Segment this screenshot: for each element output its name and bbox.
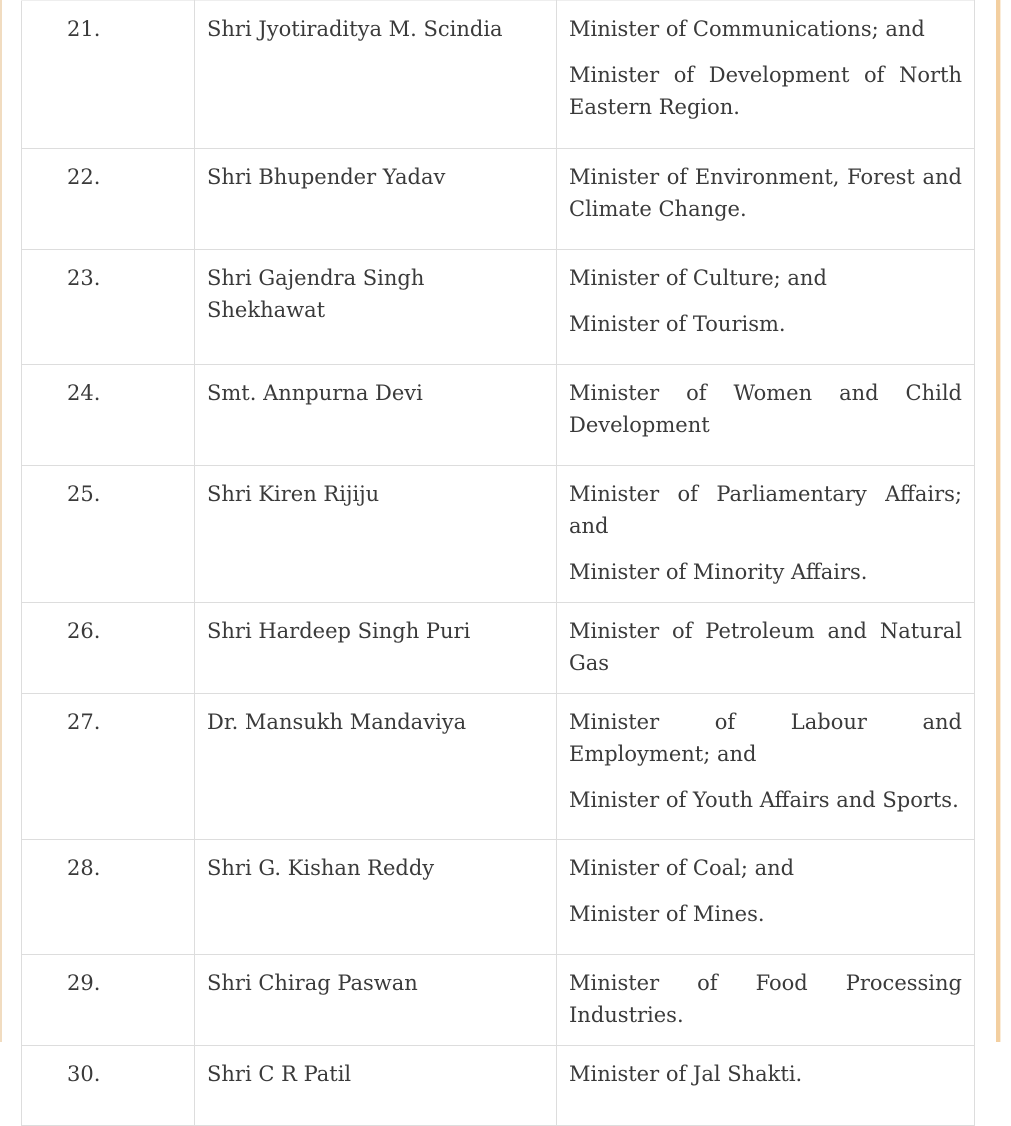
portfolio-cell — [557, 1, 975, 149]
portfolio-line: Minister of Women and Child Development — [569, 381, 962, 437]
table-row — [22, 840, 975, 955]
portfolio-cell — [557, 365, 975, 466]
portfolio-cell — [557, 694, 975, 840]
minister-name-cell: Dr. Mansukh Mandaviya — [195, 694, 557, 840]
portfolio-cell — [557, 250, 975, 365]
portfolio-line: Minister of Mines. — [569, 902, 765, 926]
minister-name-cell: Shri Gajendra Singh Shekhawat — [195, 250, 557, 365]
serial-number-cell: 30. — [22, 1046, 195, 1126]
portfolio-line: Minister of Youth Affairs and Sports. — [569, 788, 959, 812]
serial-number-cell: 29. — [22, 955, 195, 1046]
portfolio-line: Minister of Tourism. — [569, 312, 786, 336]
portfolio-line: Minister of Jal Shakti. — [569, 1062, 803, 1086]
minister-name-cell: Shri Jyotiraditya M. Scindia — [195, 1, 557, 149]
serial-number-cell: 25. — [22, 466, 195, 603]
minister-name-cell: Shri C R Patil — [195, 1046, 557, 1126]
portfolio-line: Minister of Culture; and — [569, 266, 827, 290]
portfolio-cell — [557, 466, 975, 603]
serial-number-cell: 23. — [22, 250, 195, 365]
portfolio-line: Minister of Labour and Employment; and — [569, 710, 962, 766]
minister-name-cell: Shri Hardeep Singh Puri — [195, 603, 557, 694]
portfolio-line: Minister of Food Processing Industries. — [569, 971, 962, 1027]
portfolio-line: Minister of Petroleum and Natural Gas — [569, 619, 962, 675]
minister-name-cell: Shri Kiren Rijiju — [195, 466, 557, 603]
serial-number-cell: 28. — [22, 840, 195, 955]
serial-number-cell: 22. — [22, 149, 195, 250]
page-left-border — [0, 0, 2, 1042]
table-row — [22, 250, 975, 365]
portfolio-line: Minister of Development of North Eastern Region. — [569, 63, 962, 119]
portfolio-line: Minister of Parliamentary Affairs; and — [569, 482, 962, 538]
portfolio-cell — [557, 603, 975, 694]
portfolio-cell — [557, 149, 975, 250]
portfolio-cell — [557, 840, 975, 955]
table-row — [22, 365, 975, 466]
table-row — [22, 149, 975, 250]
serial-number-cell: 24. — [22, 365, 195, 466]
table-row — [22, 955, 975, 1046]
serial-number-cell: 26. — [22, 603, 195, 694]
serial-number-cell: 27. — [22, 694, 195, 840]
portfolio-cell — [557, 955, 975, 1046]
minister-name-cell: Smt. Annpurna Devi — [195, 365, 557, 466]
minister-name-cell: Shri Bhupender Yadav — [195, 149, 557, 250]
table-row — [22, 694, 975, 840]
page-right-border-inner — [1000, 0, 1001, 1042]
ministers-table — [21, 0, 975, 1126]
portfolio-line: Minister of Minority Affairs. — [569, 560, 868, 584]
portfolio-cell — [557, 1046, 975, 1126]
portfolio-line: Minister of Environment, Forest and Climate Change. — [569, 165, 962, 221]
table-row — [22, 1, 975, 149]
portfolio-line: Minister of Coal; and — [569, 856, 795, 880]
ministers-table-body — [22, 1, 975, 1126]
portfolio-line: Minister of Communications; and — [569, 17, 925, 41]
table-row — [22, 603, 975, 694]
serial-number-cell: 21. — [22, 1, 195, 149]
minister-name-cell: Shri Chirag Paswan — [195, 955, 557, 1046]
table-row — [22, 466, 975, 603]
table-row — [22, 1046, 975, 1126]
minister-name-cell: Shri G. Kishan Reddy — [195, 840, 557, 955]
